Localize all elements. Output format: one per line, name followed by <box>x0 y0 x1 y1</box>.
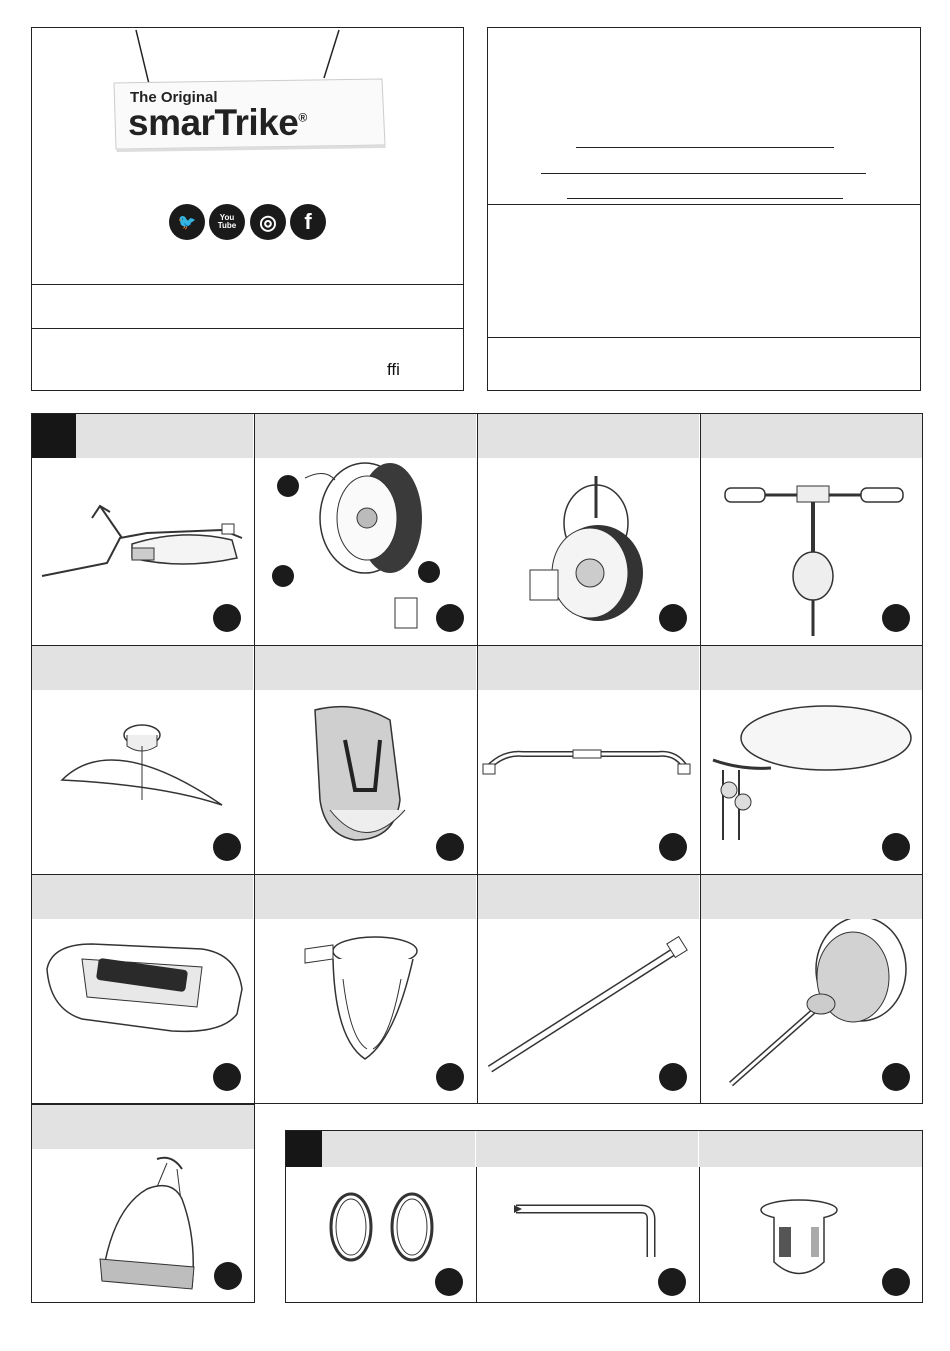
part-number-badge <box>659 1063 687 1091</box>
logo-line1: The Original <box>130 89 218 106</box>
accessory-clip <box>699 1131 922 1302</box>
signature-line <box>567 198 843 199</box>
part-number-badge <box>435 1268 463 1296</box>
divider <box>32 328 463 329</box>
part-tray <box>32 875 253 1103</box>
section-marker <box>286 1131 322 1167</box>
part-cup-holder <box>255 875 476 1103</box>
divider <box>488 337 920 338</box>
part-number-badge <box>213 604 241 632</box>
part-number-badge <box>436 833 464 861</box>
part-number-badge <box>659 833 687 861</box>
divider <box>488 204 920 205</box>
part-number-badge <box>213 1063 241 1091</box>
info-panel <box>487 27 921 391</box>
brand-panel <box>31 27 464 391</box>
part-seat <box>255 646 476 873</box>
part-front-wheel <box>478 414 699 644</box>
registered-mark: ® <box>298 110 307 125</box>
part-number-badge <box>213 833 241 861</box>
part-wheel <box>255 414 476 644</box>
part-handlebar <box>701 414 922 644</box>
part-number-badge <box>882 1063 910 1091</box>
part-number-badge <box>659 604 687 632</box>
signature-line <box>541 173 866 174</box>
logo-wordmark <box>128 102 307 144</box>
youtube-icon[interactable]: You Tube <box>209 204 245 240</box>
part-number-badge <box>882 1268 910 1296</box>
accessory-rubber-rings <box>286 1131 475 1302</box>
info-text: ffi <box>387 360 400 379</box>
facebook-icon[interactable]: f <box>290 204 326 240</box>
part-push-handle <box>478 875 699 1103</box>
section-marker <box>32 414 76 458</box>
part-number-badge <box>214 1262 242 1290</box>
part-bag <box>32 1105 254 1302</box>
instagram-icon[interactable]: ◎ <box>250 204 286 240</box>
part-canopy-arm <box>701 875 922 1103</box>
logo-line2: smarTrike <box>128 102 299 143</box>
part-canopy <box>701 646 922 873</box>
twitter-icon[interactable]: 🐦 <box>169 204 205 240</box>
part-footrest <box>32 646 253 873</box>
part-number-badge <box>882 604 910 632</box>
part-frame <box>32 414 253 644</box>
part-number-badge <box>436 604 464 632</box>
part-number-badge <box>658 1268 686 1296</box>
part-safety-bar <box>478 646 699 873</box>
part-number-badge <box>436 1063 464 1091</box>
divider <box>32 284 463 285</box>
signature-line <box>576 147 834 148</box>
part-number-badge <box>882 833 910 861</box>
accessory-allen-key <box>476 1131 698 1302</box>
